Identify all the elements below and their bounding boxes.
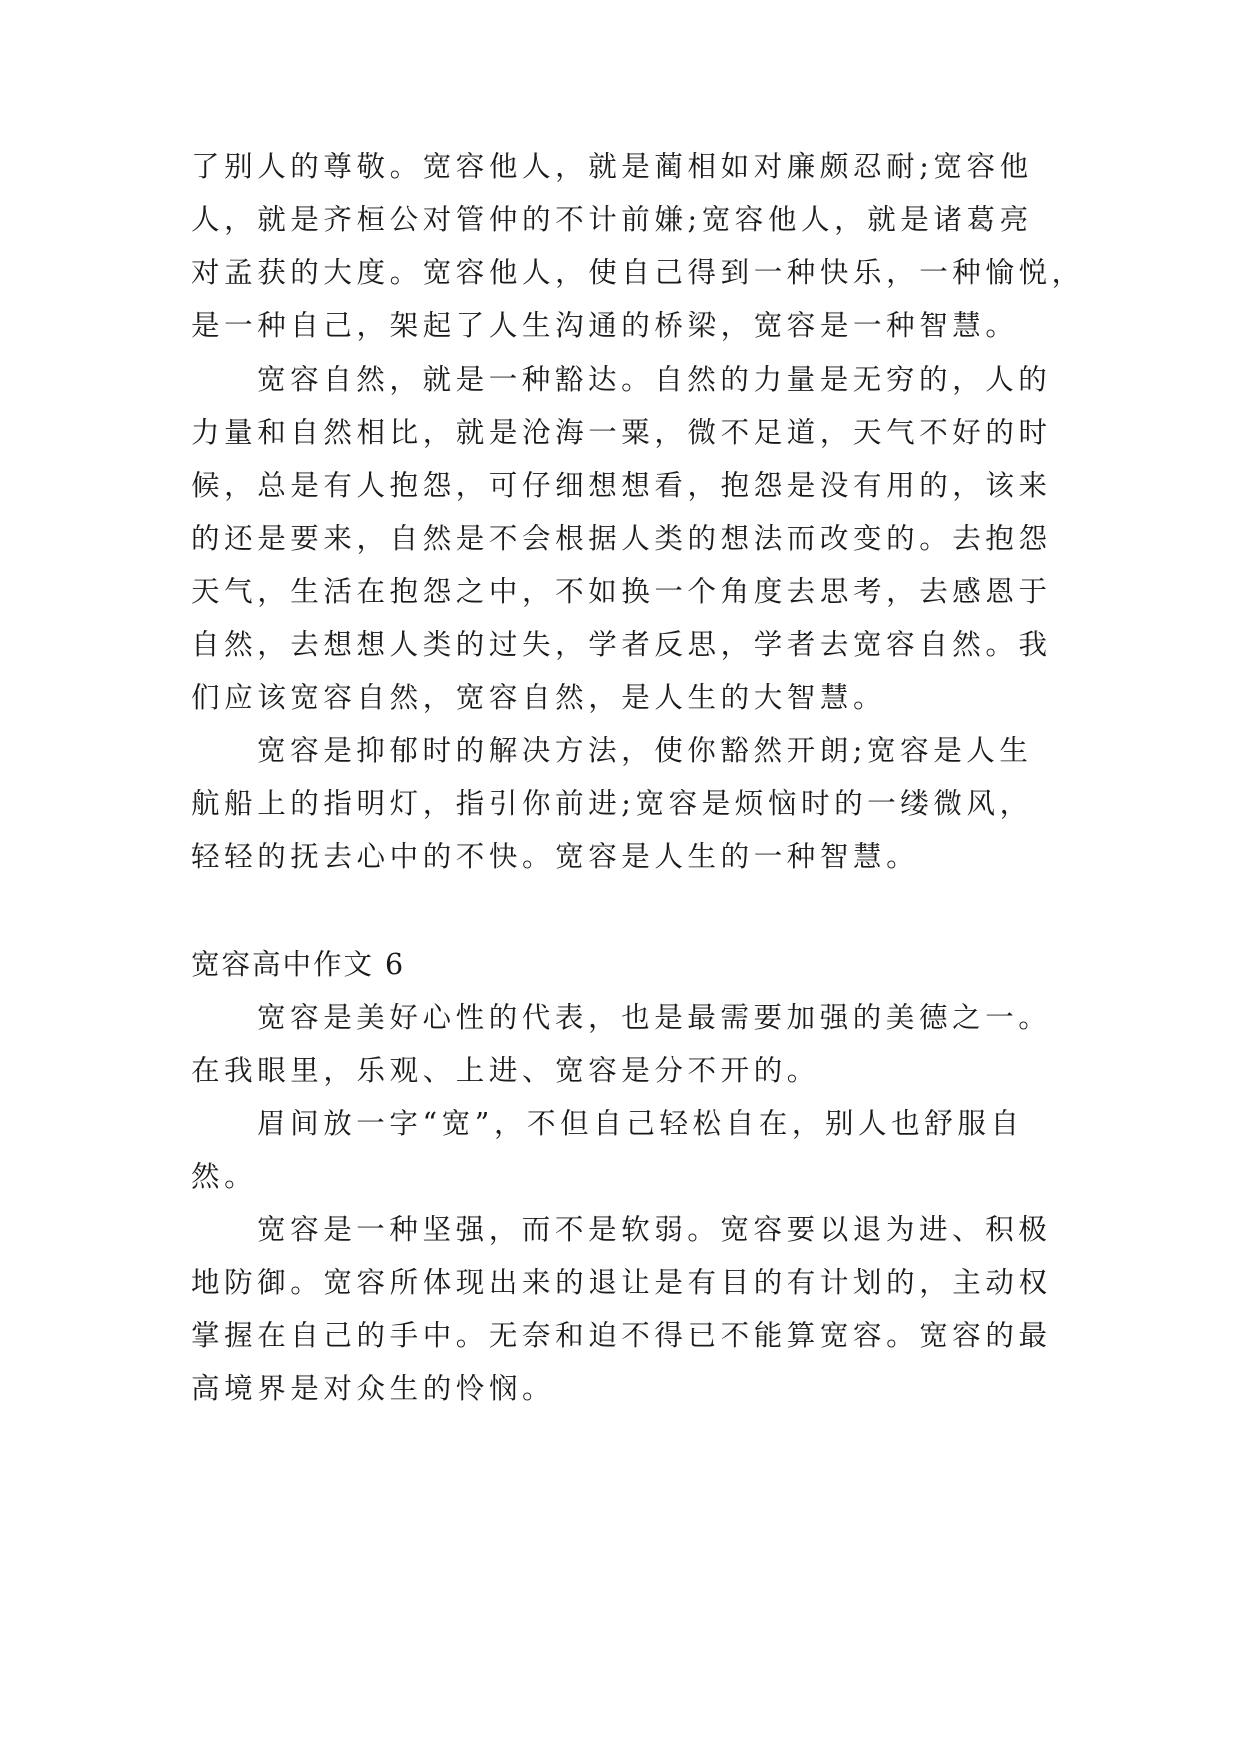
paragraph-line: 眉间放一字“宽”，不但自己轻松自在，别人也舒服自 [257, 1107, 1024, 1140]
paragraph-line: 然。 [191, 1160, 258, 1193]
paragraph-line: 宽容是美好心性的代表，也是最需要加强的美德之一。 [257, 1001, 1052, 1034]
paragraph-line: 力量和自然相比，就是沧海一粟，微不足道，天气不好的时 [191, 416, 1052, 449]
paragraph-line: 宽容是抑郁时的解决方法，使你豁然开朗;宽容是人生 [257, 734, 1033, 767]
paragraph-line: 宽容自然，就是一种豁达。自然的力量是无穷的，人的 [257, 363, 1052, 396]
paragraph-line: 人，就是齐桓公对管仲的不计前嫌;宽容他人，就是诸葛亮 [191, 203, 1033, 236]
paragraph-line: 高境界是对众生的怜悯。 [191, 1372, 556, 1405]
paragraph-line: 在我眼里，乐观、上进、宽容是分不开的。 [191, 1054, 820, 1087]
paragraph-line: 宽容是一种坚强，而不是软弱。宽容要以退为进、积极 [257, 1213, 1052, 1246]
paragraph-line: 掌握在自己的手中。无奈和迫不得已不能算宽容。宽容的最 [191, 1319, 1052, 1352]
paragraph-line: 对孟获的大度。宽容他人，使自己得到一种快乐，一种愉悦， [191, 256, 1085, 289]
paragraph-line: 候，总是有人抱怨，可仔细想想看，抱怨是没有用的，该来 [191, 469, 1052, 502]
essay-title: 宽容高中作文 6 [191, 948, 406, 981]
paragraph-line: 天气，生活在抱怨之中，不如换一个角度去思考，去感恩于 [191, 575, 1052, 608]
paragraph-line: 自然，去想想人类的过失，学者反思，学者去宽容自然。我 [191, 628, 1052, 661]
paragraph-line: 的还是要来，自然是不会根据人类的想法而改变的。去抱怨 [191, 522, 1052, 555]
paragraph-line: 轻轻的抚去心中的不快。宽容是人生的一种智慧。 [191, 840, 920, 873]
paragraph-line: 是一种自己，架起了人生沟通的桥梁，宽容是一种智慧。 [191, 309, 1019, 342]
paragraph-line: 航船上的指明灯，指引你前进;宽容是烦恼时的一缕微风， [191, 787, 1033, 820]
paragraph-line: 了别人的尊敬。宽容他人，就是蔺相如对廉颇忍耐;宽容他 [191, 150, 1033, 183]
paragraph-line: 们应该宽容自然，宽容自然，是人生的大智慧。 [191, 681, 887, 714]
paragraph-line: 地防御。宽容所体现出来的退让是有目的有计划的，主动权 [191, 1266, 1052, 1299]
